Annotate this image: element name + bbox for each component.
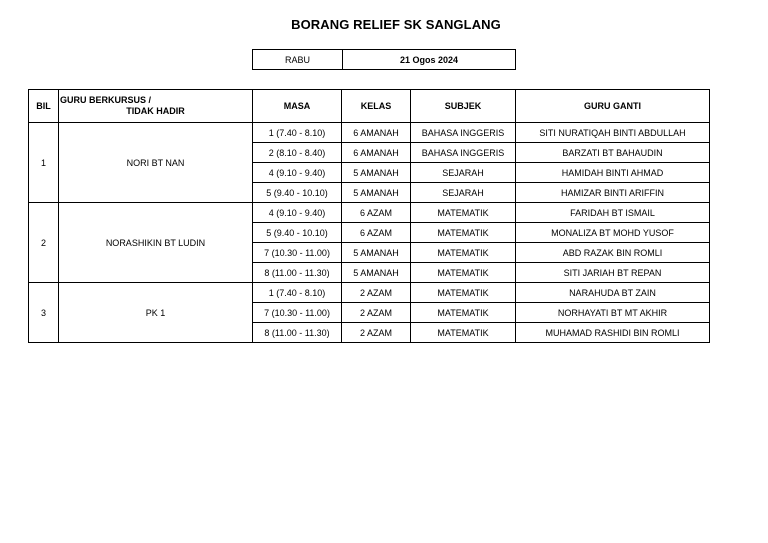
masa-cell: 7 (10.30 - 11.00)	[253, 243, 342, 263]
subjek-cell: MATEMATIK	[411, 203, 516, 223]
masa-cell: 4 (9.10 - 9.40)	[253, 203, 342, 223]
subjek-cell: MATEMATIK	[411, 303, 516, 323]
subjek-cell: MATEMATIK	[411, 283, 516, 303]
guru-ganti-cell: ABD RAZAK BIN ROMLI	[516, 243, 710, 263]
teacher-cell: PK 1	[59, 283, 253, 343]
header-teacher-line1: GURU BERKURSUS /	[60, 95, 152, 105]
guru-ganti-cell: HAMIZAR BINTI ARIFFIN	[516, 183, 710, 203]
subjek-cell: BAHASA INGGERIS	[411, 143, 516, 163]
guru-ganti-cell: FARIDAH BT ISMAIL	[516, 203, 710, 223]
teacher-cell: NORI BT NAN	[59, 123, 253, 203]
subjek-cell: MATEMATIK	[411, 323, 516, 343]
subjek-cell: SEJARAH	[411, 163, 516, 183]
header-kelas: KELAS	[342, 90, 411, 123]
masa-cell: 4 (9.10 - 9.40)	[253, 163, 342, 183]
guru-ganti-cell: MUHAMAD RASHIDI BIN ROMLI	[516, 323, 710, 343]
header-guru-ganti: GURU GANTI	[516, 90, 710, 123]
bil-cell: 3	[29, 283, 59, 343]
relief-table	[28, 89, 710, 343]
masa-cell: 1 (7.40 - 8.10)	[253, 283, 342, 303]
bil-cell: 2	[29, 203, 59, 283]
day-date-box	[252, 49, 516, 70]
guru-ganti-cell: SITI NURATIQAH BINTI ABDULLAH	[516, 123, 710, 143]
masa-cell: 2 (8.10 - 8.40)	[253, 143, 342, 163]
kelas-cell: 5 AMANAH	[342, 163, 411, 183]
subjek-cell: BAHASA INGGERIS	[411, 123, 516, 143]
subjek-cell: SEJARAH	[411, 183, 516, 203]
header-teacher-line2: TIDAK HADIR	[126, 106, 185, 116]
subjek-cell: MATEMATIK	[411, 243, 516, 263]
guru-ganti-cell: BARZATI BT BAHAUDIN	[516, 143, 710, 163]
masa-cell: 8 (11.00 - 11.30)	[253, 323, 342, 343]
kelas-cell: 6 AZAM	[342, 223, 411, 243]
kelas-cell: 6 AMANAH	[342, 123, 411, 143]
subjek-cell: MATEMATIK	[411, 263, 516, 283]
kelas-cell: 5 AMANAH	[342, 183, 411, 203]
table-row	[29, 203, 710, 223]
kelas-cell: 6 AMANAH	[342, 143, 411, 163]
kelas-cell: 2 AZAM	[342, 283, 411, 303]
guru-ganti-cell: NORHAYATI BT MT AKHIR	[516, 303, 710, 323]
kelas-cell: 5 AMANAH	[342, 243, 411, 263]
kelas-cell: 2 AZAM	[342, 303, 411, 323]
masa-cell: 1 (7.40 - 8.10)	[253, 123, 342, 143]
subjek-cell: MATEMATIK	[411, 223, 516, 243]
table-row	[29, 283, 710, 303]
bil-cell: 1	[29, 123, 59, 203]
kelas-cell: 5 AMANAH	[342, 263, 411, 283]
masa-cell: 8 (11.00 - 11.30)	[253, 263, 342, 283]
table-row	[29, 123, 710, 143]
header-row	[29, 90, 710, 123]
header-bil: BIL	[29, 90, 59, 123]
guru-ganti-cell: HAMIDAH BINTI AHMAD	[516, 163, 710, 183]
masa-cell: 7 (10.30 - 11.00)	[253, 303, 342, 323]
header-masa: MASA	[253, 90, 342, 123]
page-title: BORANG RELIEF SK SANGLANG	[291, 17, 501, 32]
guru-ganti-cell: MONALIZA BT MOHD YUSOF	[516, 223, 710, 243]
kelas-cell: 6 AZAM	[342, 203, 411, 223]
teacher-cell: NORASHIKIN BT LUDIN	[59, 203, 253, 283]
date-cell: 21 Ogos 2024	[343, 50, 516, 70]
day-cell: RABU	[253, 50, 343, 70]
masa-cell: 5 (9.40 - 10.10)	[253, 183, 342, 203]
kelas-cell: 2 AZAM	[342, 323, 411, 343]
header-teacher	[59, 90, 253, 123]
guru-ganti-cell: SITI JARIAH BT REPAN	[516, 263, 710, 283]
masa-cell: 5 (9.40 - 10.10)	[253, 223, 342, 243]
header-subjek: SUBJEK	[411, 90, 516, 123]
guru-ganti-cell: NARAHUDA BT ZAIN	[516, 283, 710, 303]
